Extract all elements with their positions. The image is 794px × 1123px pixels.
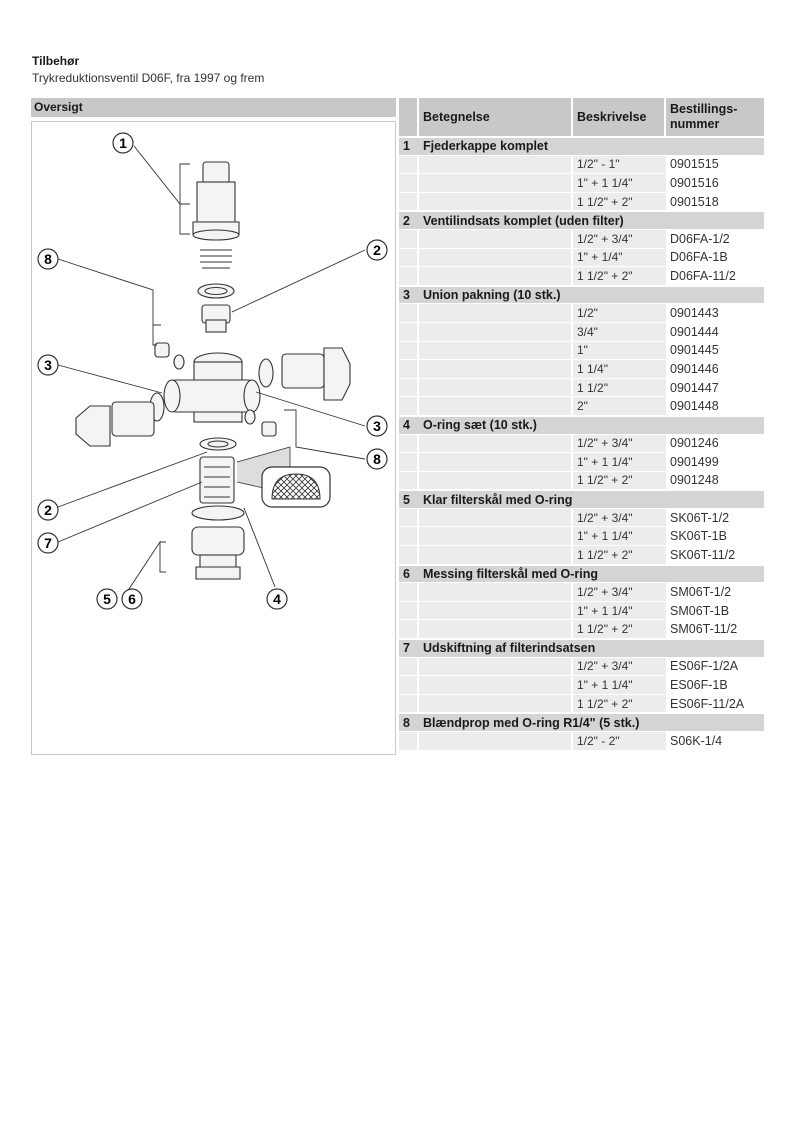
callout-6: 6 xyxy=(128,591,136,607)
callout-3-right: 3 xyxy=(373,418,381,434)
table-row xyxy=(399,396,764,415)
empty-cell xyxy=(399,434,419,453)
size-description: 1 1/2" + 2" xyxy=(573,471,666,490)
empty-cell xyxy=(419,434,573,453)
order-number: 0901447 xyxy=(666,378,764,397)
order-number: ES06F-11/2A xyxy=(666,694,764,713)
group-number: 7 xyxy=(399,638,419,657)
header-betegnelse: Betegnelse xyxy=(419,98,573,136)
order-number: SM06T-11/2 xyxy=(666,619,764,638)
page-subtitle: Trykreduktionsventil D06F, fra 1997 og frem xyxy=(32,71,265,85)
size-description: 1/2" + 3/4" xyxy=(573,582,666,601)
group-row xyxy=(399,489,764,508)
size-description: 1" + 1 1/4" xyxy=(573,526,666,545)
size-description: 1 1/2" + 2" xyxy=(573,545,666,564)
empty-cell xyxy=(399,248,419,267)
empty-cell xyxy=(399,601,419,620)
group-number: 8 xyxy=(399,712,419,731)
group-number: 4 xyxy=(399,415,419,434)
group-row xyxy=(399,712,764,731)
size-description: 2" xyxy=(573,396,666,415)
exploded-view-diagram xyxy=(31,121,396,755)
empty-cell xyxy=(419,359,573,378)
callout-2-top: 2 xyxy=(373,242,381,258)
empty-cell xyxy=(419,508,573,527)
order-number: 0901518 xyxy=(666,192,764,211)
group-row xyxy=(399,564,764,583)
empty-cell xyxy=(399,582,419,601)
table-row xyxy=(399,619,764,638)
order-number: 0901445 xyxy=(666,341,764,360)
empty-cell xyxy=(419,303,573,322)
table-row xyxy=(399,248,764,267)
empty-cell xyxy=(399,452,419,471)
order-number: 0901448 xyxy=(666,396,764,415)
empty-cell xyxy=(399,322,419,341)
parts-table-body xyxy=(399,136,764,750)
callout-1: 1 xyxy=(119,135,127,151)
empty-cell xyxy=(399,471,419,490)
size-description: 1 1/2" xyxy=(573,378,666,397)
group-row xyxy=(399,415,764,434)
empty-cell xyxy=(419,173,573,192)
empty-cell xyxy=(399,675,419,694)
callout-4: 4 xyxy=(273,591,281,607)
empty-cell xyxy=(419,526,573,545)
table-row xyxy=(399,694,764,713)
table-row xyxy=(399,378,764,397)
size-description: 1/2" + 3/4" xyxy=(573,657,666,676)
order-number: 0901248 xyxy=(666,471,764,490)
header-beskrivelse: Beskrivelse xyxy=(573,98,666,136)
empty-cell xyxy=(419,266,573,285)
order-number: D06FA-1B xyxy=(666,248,764,267)
table-row xyxy=(399,303,764,322)
size-description: 1 1/2" + 2" xyxy=(573,694,666,713)
order-number: 0901515 xyxy=(666,155,764,174)
order-number: 0901446 xyxy=(666,359,764,378)
callout-8-right: 8 xyxy=(373,451,381,467)
empty-cell xyxy=(399,266,419,285)
order-number: S06K-1/4 xyxy=(666,731,764,750)
order-number: SK06T-11/2 xyxy=(666,545,764,564)
table-row xyxy=(399,173,764,192)
table-row xyxy=(399,526,764,545)
empty-cell xyxy=(419,657,573,676)
callout-7: 7 xyxy=(44,535,52,551)
empty-cell xyxy=(419,229,573,248)
order-number: SK06T-1/2 xyxy=(666,508,764,527)
empty-cell xyxy=(399,303,419,322)
table-row xyxy=(399,359,764,378)
table-row xyxy=(399,434,764,453)
empty-cell xyxy=(419,341,573,360)
table-row xyxy=(399,229,764,248)
order-number: ES06F-1/2A xyxy=(666,657,764,676)
order-number: 0901444 xyxy=(666,322,764,341)
empty-cell xyxy=(399,396,419,415)
empty-cell xyxy=(419,731,573,750)
group-name: Fjederkappe komplet xyxy=(419,136,764,155)
order-number: 0901246 xyxy=(666,434,764,453)
empty-cell xyxy=(399,155,419,174)
header-bestillingsnummer-line1: Bestillings- xyxy=(670,102,738,116)
group-name: Klar filterskål med O-ring xyxy=(419,489,764,508)
table-row xyxy=(399,322,764,341)
table-row xyxy=(399,731,764,750)
size-description: 1 1/4" xyxy=(573,359,666,378)
callout-2-bottom: 2 xyxy=(44,502,52,518)
table-row xyxy=(399,582,764,601)
size-description: 1" + 1 1/4" xyxy=(573,173,666,192)
size-description: 1 1/2" + 2" xyxy=(573,192,666,211)
table-row xyxy=(399,675,764,694)
empty-cell xyxy=(419,452,573,471)
empty-cell xyxy=(419,582,573,601)
order-number: D06FA-11/2 xyxy=(666,266,764,285)
empty-cell xyxy=(419,322,573,341)
empty-cell xyxy=(399,378,419,397)
size-description: 1/2" - 1" xyxy=(573,155,666,174)
order-number: SK06T-1B xyxy=(666,526,764,545)
size-description: 1/2" xyxy=(573,303,666,322)
size-description: 1 1/2" + 2" xyxy=(573,619,666,638)
callout-3-left: 3 xyxy=(44,357,52,373)
page-title: Tilbehør xyxy=(32,54,80,68)
empty-cell xyxy=(399,508,419,527)
parts-table xyxy=(399,98,764,750)
table-row xyxy=(399,471,764,490)
group-row xyxy=(399,210,764,229)
order-number: ES06F-1B xyxy=(666,675,764,694)
valve-parts xyxy=(76,162,350,579)
empty-cell xyxy=(419,601,573,620)
group-number: 6 xyxy=(399,564,419,583)
table-row xyxy=(399,545,764,564)
group-name: O-ring sæt (10 stk.) xyxy=(419,415,764,434)
group-row xyxy=(399,638,764,657)
size-description: 1/2" + 3/4" xyxy=(573,508,666,527)
table-row xyxy=(399,192,764,211)
empty-cell xyxy=(419,619,573,638)
empty-cell xyxy=(419,471,573,490)
group-number: 5 xyxy=(399,489,419,508)
group-row xyxy=(399,136,764,155)
order-number: D06FA-1/2 xyxy=(666,229,764,248)
o-ring-detail-zoom xyxy=(237,447,330,507)
table-row xyxy=(399,657,764,676)
group-number: 2 xyxy=(399,210,419,229)
order-number: 0901443 xyxy=(666,303,764,322)
group-name: Union pakning (10 stk.) xyxy=(419,285,764,304)
group-name: Messing filterskål med O-ring xyxy=(419,564,764,583)
header-number xyxy=(399,98,419,136)
empty-cell xyxy=(419,545,573,564)
group-name: Blændprop med O-ring R1/4" (5 stk.) xyxy=(419,712,764,731)
group-number: 1 xyxy=(399,136,419,155)
empty-cell xyxy=(419,675,573,694)
empty-cell xyxy=(419,155,573,174)
empty-cell xyxy=(399,619,419,638)
empty-cell xyxy=(399,229,419,248)
empty-cell xyxy=(399,694,419,713)
exploded-valve-drawing xyxy=(32,122,397,756)
order-number: SM06T-1B xyxy=(666,601,764,620)
empty-cell xyxy=(399,731,419,750)
size-description: 1" xyxy=(573,341,666,360)
empty-cell xyxy=(419,396,573,415)
empty-cell xyxy=(399,526,419,545)
callout-5: 5 xyxy=(103,591,111,607)
size-description: 1" + 1 1/4" xyxy=(573,675,666,694)
table-row xyxy=(399,452,764,471)
empty-cell xyxy=(419,192,573,211)
header-bestillingsnummer-line2: nummer xyxy=(670,117,720,131)
group-name: Ventilindsats komplet (uden filter) xyxy=(419,210,764,229)
table-row xyxy=(399,266,764,285)
overview-heading: Oversigt xyxy=(31,98,396,117)
group-name: Udskiftning af filterindsatsen xyxy=(419,638,764,657)
size-description: 1/2" + 3/4" xyxy=(573,434,666,453)
header-bestillingsnummer xyxy=(666,98,764,136)
table-header-row xyxy=(399,98,764,136)
empty-cell xyxy=(399,657,419,676)
table-row xyxy=(399,601,764,620)
size-description: 1/2" - 2" xyxy=(573,731,666,750)
empty-cell xyxy=(399,192,419,211)
size-description: 1 1/2" + 2" xyxy=(573,266,666,285)
size-description: 3/4" xyxy=(573,322,666,341)
size-description: 1" + 1 1/4" xyxy=(573,452,666,471)
empty-cell xyxy=(419,248,573,267)
empty-cell xyxy=(399,545,419,564)
size-description: 1" + 1/4" xyxy=(573,248,666,267)
empty-cell xyxy=(419,694,573,713)
order-number: 0901499 xyxy=(666,452,764,471)
table-row xyxy=(399,341,764,360)
group-number: 3 xyxy=(399,285,419,304)
size-description: 1" + 1 1/4" xyxy=(573,601,666,620)
group-row xyxy=(399,285,764,304)
table-row xyxy=(399,155,764,174)
empty-cell xyxy=(419,378,573,397)
order-number: SM06T-1/2 xyxy=(666,582,764,601)
empty-cell xyxy=(399,359,419,378)
size-description: 1/2" + 3/4" xyxy=(573,229,666,248)
callout-8-left: 8 xyxy=(44,251,52,267)
order-number: 0901516 xyxy=(666,173,764,192)
table-row xyxy=(399,508,764,527)
empty-cell xyxy=(399,173,419,192)
empty-cell xyxy=(399,341,419,360)
